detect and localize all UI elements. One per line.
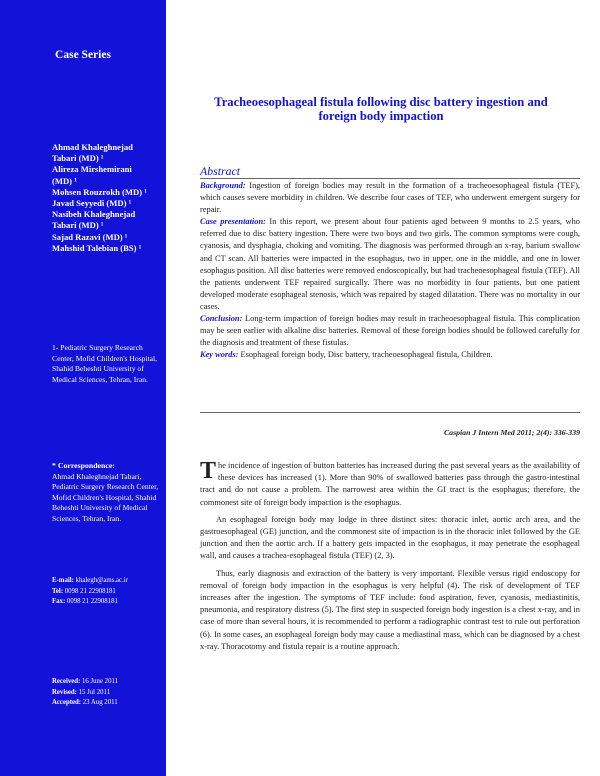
accepted-label: Accepted:	[52, 699, 82, 706]
article-title: Tracheoesophageal fistula following disc battery ingestion and foreign body impaction	[214, 95, 548, 123]
received-label: Received:	[52, 678, 81, 685]
author-line: (MD) ¹	[52, 175, 77, 186]
drop-cap: T	[200, 458, 217, 484]
case-label: Case presentation:	[200, 217, 266, 227]
abstract-conclusion	[200, 313, 580, 349]
correspondence-text: Ahmad Khaleghnejad Tabari, Pediatric Surgery Research Center, Mofid Children's Hospital, Shahid Beheshti University of Medical Sciences, Tehran, Iran.	[52, 471, 159, 523]
keywords-label: Key words:	[200, 350, 239, 360]
email-value[interactable]: khalegh@ams.ac.ir	[75, 577, 128, 584]
sidebar	[0, 0, 166, 776]
author-line: Nasibeh Khaleghnejad	[52, 209, 136, 220]
author-line: Mohsen Rouzrokh (MD) ¹	[52, 186, 147, 197]
revised-date: 15 Jul 2011	[78, 688, 111, 696]
author-line: Tabari (MD) ¹	[52, 220, 104, 231]
background-text: Ingestion of foreign bodies may result in the formation of a tracheoesophageal fistula (TEF), which causes severe morbidity in children. We describe four cases of TEF, who underwent emergent surgery for repair.	[200, 181, 580, 215]
author-list	[52, 142, 164, 254]
fax-label: Fax:	[52, 598, 66, 605]
author-line: Sajad Razavi (MD) ¹	[52, 231, 128, 242]
citation: Caspian J Intern Med 2011; 2(4): 336-339	[443, 428, 580, 437]
abstract-case	[200, 216, 580, 313]
section-label: Case Series	[55, 49, 111, 61]
abstract-bottom-rule	[200, 412, 580, 413]
affiliation: 1- Pediatric Surgery Research Center, Mofid Children's Hospital, Shahid Beheshti University of Medical Sciences, Tehran, Iran.	[52, 343, 158, 384]
accepted-date: 23 Aug 2011	[82, 699, 118, 706]
body-paragraph: Thus, early diagnosis and extraction of the battery is very important. Flexible versus rigid endoscopy for removal of foreign body impaction in the esophagus is very helpful (4). The risk of development of TEF increases after the ingestion. The symptoms of TEF include: food aspiration, fever, cyanosis, mediastinitis, pneumonia, and respiratory distress (5). The first step in suspected foreign body ingestion is a chest x-ray, and in case of more than several hours, it is recommended to perform a radiographic contrast test to rule out perforation (6). In some cases, an esophageal foreign body may cause a mediastinal mass, which can be diagnosed by a chest x-ray. Thoracotomy and fistula repair is a routine approach.	[200, 568, 580, 651]
abstract-heading: Abstract	[200, 164, 240, 178]
abstract-top-rule	[200, 178, 580, 179]
case-text: In this report, we present about four patients aged between 9 months to 2.5 years, who referred due to disc battery ingestion. There were two boys and two girls. The common symptoms were cough, cyanosis, and dysphagia, choking and vomiting. The diagnosis was performed through an x-ray, barium swallow and CT scan. All batteries were impacted in the esophagus, two in upper, one in the middle, and one in lower esophagus position. All disc batteries were removed endoscopically, but had tracheoesophageal fistula (TEF). All the patients underwent TEF repaired surgically. There was no morbidity in four patients, but one patient developed moderate esophageal stenosis, which was repaired by staged dilatation. There was no mortality in our cases.	[200, 217, 580, 311]
body-paragraph	[200, 460, 580, 509]
received-date: 16 June 2011	[82, 678, 119, 685]
conclusion-label: Conclusion:	[200, 314, 243, 324]
author-line: Javad Seyyedi (MD) ¹	[52, 198, 132, 209]
email-label: E-mail:	[52, 577, 74, 584]
author-line: Alireza Mirshemirani	[52, 164, 132, 175]
paragraph-text: he incidence of ingestion of button batteries has increased during the past several years as the availability of these devices has increased (1). More than 90% of swallowed batteries pass through the gastro-intestinal tract and do not cause a problem. The narrowest area within the GI tract is the esophagus; therefore, the commonest site of foreign body impaction is the esophagus.	[200, 461, 580, 507]
conclusion-text: Long-term impaction of foreign bodies may result in tracheoesophageal fistula. This complication may be seen earlier with alkaline disc batteries. Removal of these foreign bodies should be followed carefully for the diagnosis and treatment of these fistulas.	[200, 314, 580, 348]
author-line: Mahshid Talebian (BS) ¹	[52, 242, 142, 253]
revised-label: Revised:	[52, 688, 77, 696]
abstract-keywords	[200, 349, 580, 361]
abstract-body	[200, 180, 580, 361]
body-text	[200, 460, 580, 658]
tel-label: Tel:	[52, 587, 64, 595]
contact-info	[52, 576, 166, 608]
fax-value: 0098 21 22908181	[66, 598, 118, 605]
article-dates	[52, 677, 166, 709]
background-label: Background:	[200, 181, 246, 190]
author-line: Ahmad Khaleghnejad	[52, 142, 133, 152]
author-line: Tabari (MD) ¹	[52, 153, 104, 164]
correspondence	[52, 461, 164, 524]
correspondence-heading: * Correspondence:	[52, 461, 115, 470]
keywords-text: Esophageal foreign body, Disc battery, tracheoesophageal fistula, Children.	[238, 350, 493, 360]
abstract-background	[200, 180, 580, 216]
tel-value: 0098 21 22908181	[64, 587, 116, 595]
body-paragraph: An esophageal foreign body may lodge in three distinct sites: thoracic inlet, aortic arch area, and the gastroesophageal (GE) junction, and the commonest site of impaction is in the thoracic inlet followed by the GE junction and then the aortic arch. If a battery gets impacted in the esophagus, it may penetrate the esophageal wall, and causes a trachea-esophageal fistula (TEF) (2, 3).	[200, 514, 580, 561]
